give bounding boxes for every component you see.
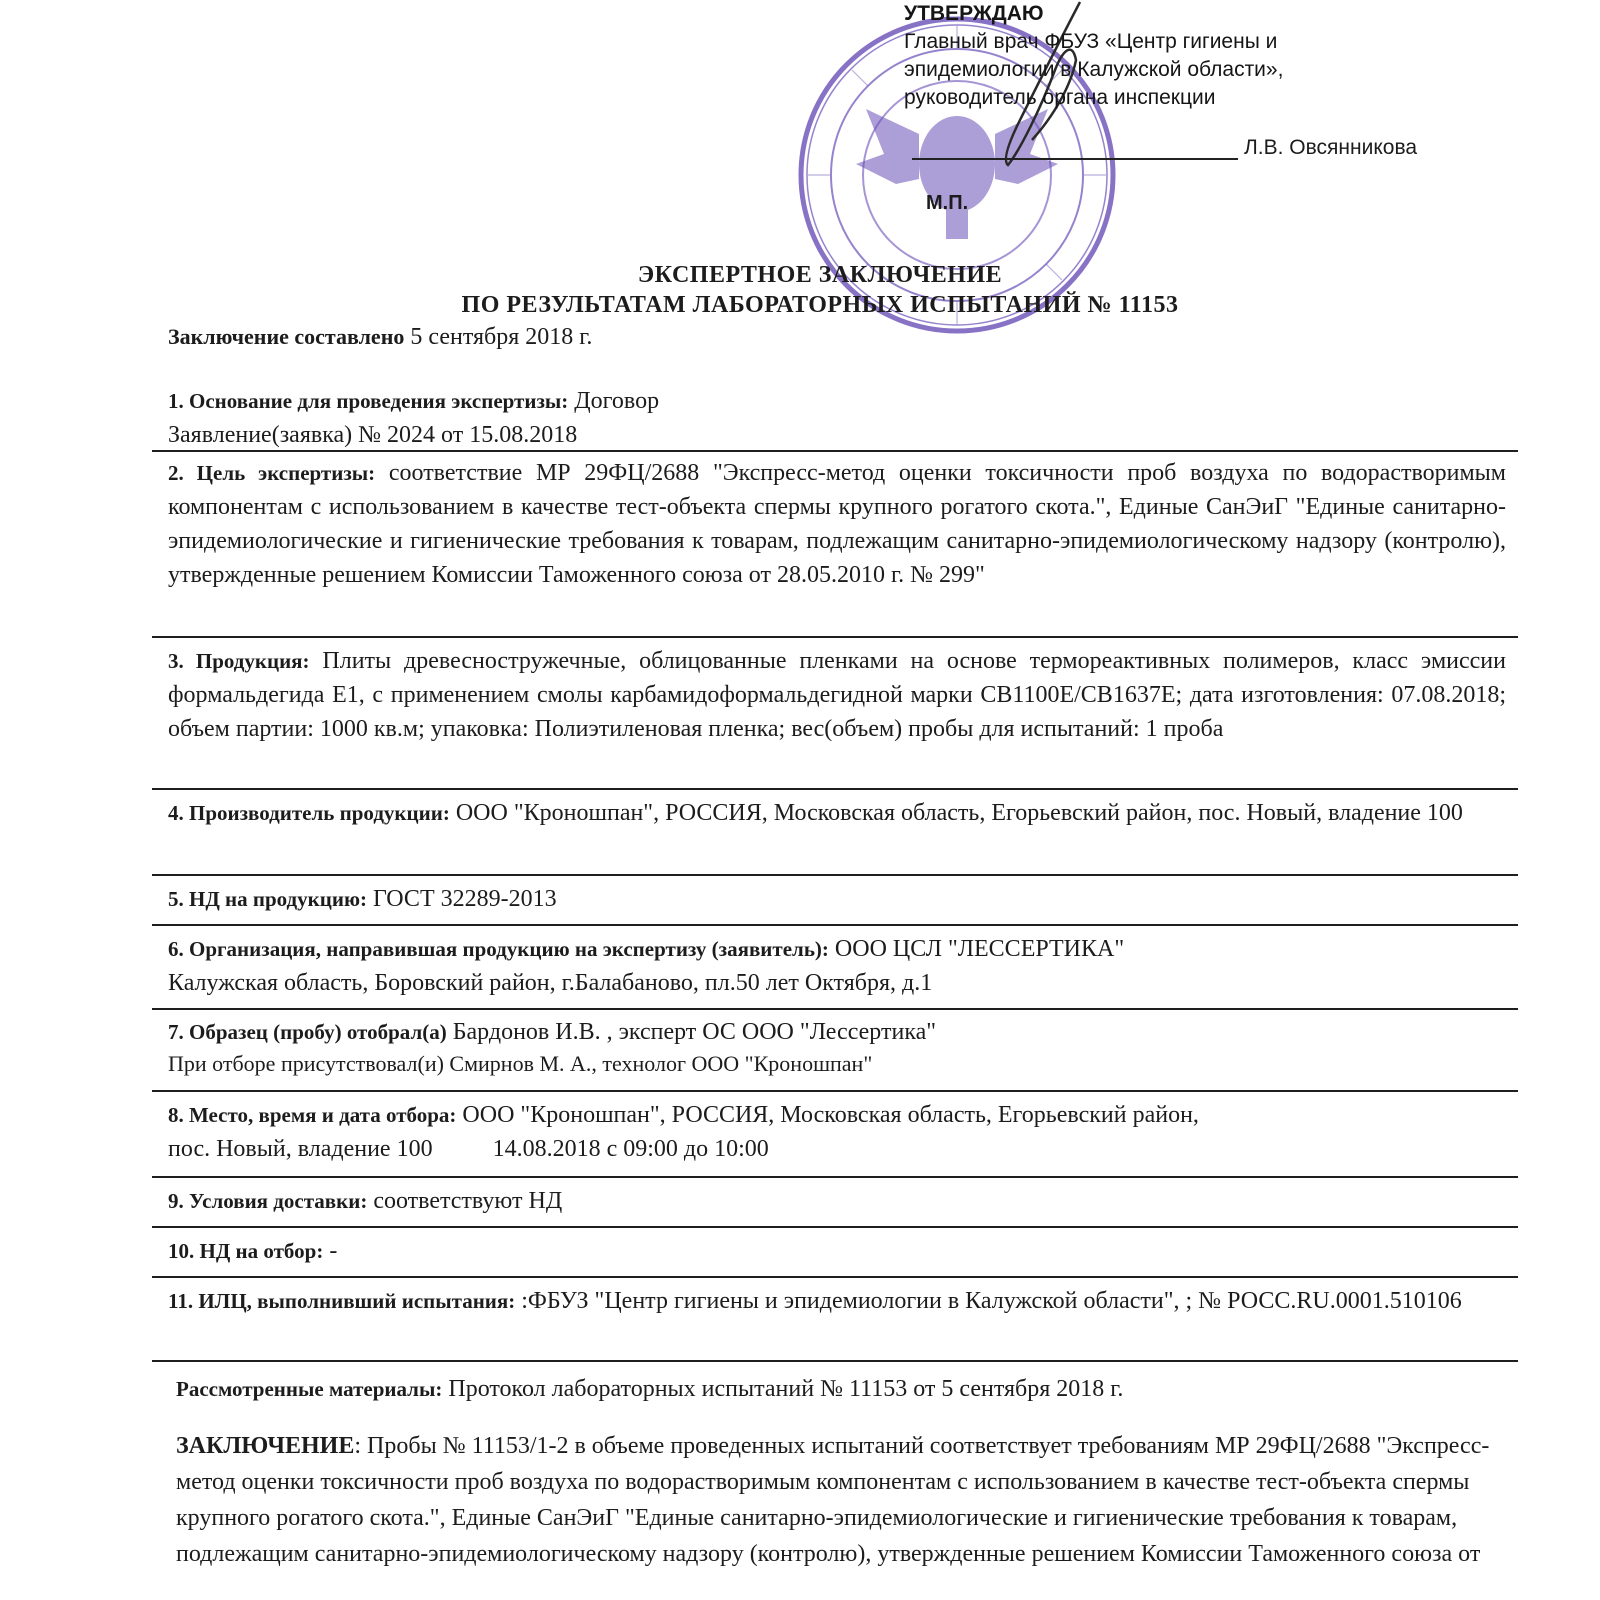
divider xyxy=(152,924,1518,926)
section-text: Протокол лабораторных испытаний № 11153 от 5 сентября 2018 г. xyxy=(442,1376,1124,1402)
section-text: - xyxy=(323,1238,338,1264)
section-text: ООО "Кроношпан", РОССИЯ, Московская область, Егорьевский район, xyxy=(456,1102,1199,1128)
divider xyxy=(152,1276,1518,1278)
section-label: Рассмотренные материалы: xyxy=(176,1377,443,1401)
section-text: Плиты древесностружечные, облицованные пленками на основе термореактивных полимеров, класс эмиссии формальдегида Е1, с применением смолы карбамидоформальдегидной марки СВ1100Е/СВ1637Е; дата изготовления: 07.08.2018; объем партии: 1000 кв.м; упаковка: Полиэтиленовая пленка; вес(объем) пробы для испытаний: 1 проба xyxy=(168,648,1506,742)
compiled-date xyxy=(168,324,592,351)
section-label: 9. Условия доставки: xyxy=(168,1189,368,1213)
section-text: соответствие МР 29ФЦ/2688 "Экспресс-метод оценки токсичности проб воздуха по водорастворимым компонентам с использованием в качестве тест-объекта спермы крупного рогатого скота.", Единые СанЭиГ "Единые санитарно-эпидемиологические и гигиенические требования к товарам, подлежащим санитарно-эпидемиологическому надзору (контролю), утвержденные решением Комиссии Таможенного союза от 28.05.2010 г. № 299" xyxy=(168,460,1506,588)
section-laboratory xyxy=(168,1284,1488,1318)
section-sampling-standard xyxy=(168,1234,1506,1268)
section-text: ООО ЦСЛ "ЛЕССЕРТИКА" xyxy=(828,936,1125,962)
section-sampling-place xyxy=(168,1098,1506,1166)
section-label: 1. Основание для проведения экспертизы: xyxy=(168,389,569,413)
section-line-2: пос. Новый, владение 100 14.08.2018 с 09:00 до 10:00 xyxy=(168,1136,769,1162)
divider xyxy=(152,1176,1518,1178)
approval-line-3: руководитель органа инспекции xyxy=(904,86,1216,109)
section-text: :ФБУЗ "Центр гигиены и эпидемиологии в Калужской области", ; № РОСС.RU.0001.510106 xyxy=(515,1288,1462,1314)
divider xyxy=(152,788,1518,790)
compiled-value: 5 сентября 2018 г. xyxy=(404,324,593,350)
section-line-2: Калужская область, Боровский район, г.Балабаново, пл.50 лет Октября, д.1 xyxy=(168,970,933,996)
signer-name: Л.В. Овсянникова xyxy=(1244,136,1418,159)
document-subtitle: ПО РЕЗУЛЬТАТАМ ЛАБОРАТОРНЫХ ИСПЫТАНИЙ № 11153 xyxy=(461,292,1179,318)
section-text: соответствуют НД xyxy=(367,1188,563,1214)
conclusion-label: ЗАКЛЮЧЕНИЕ xyxy=(176,1433,355,1459)
section-label: 4. Производитель продукции: xyxy=(168,801,450,825)
section-text: Договор xyxy=(568,388,660,414)
section-purpose xyxy=(168,456,1506,592)
stamp-place-label: М.П. xyxy=(926,192,969,214)
approval-line-2: эпидемиологии в Калужской области», xyxy=(904,58,1284,81)
section-label: 7. Образец (пробу) отобрал(а) xyxy=(168,1020,447,1044)
divider xyxy=(152,1360,1518,1362)
divider xyxy=(152,874,1518,876)
signature-line xyxy=(912,158,1238,160)
section-manufacturer xyxy=(168,796,1506,830)
divider xyxy=(152,450,1518,452)
section-label: 8. Место, время и дата отбора: xyxy=(168,1103,457,1127)
approval-line-1: Главный врач ФБУЗ «Центр гигиены и xyxy=(904,30,1278,53)
section-sampler xyxy=(168,1016,1506,1080)
section-text: ГОСТ 32289-2013 xyxy=(367,886,557,912)
document-title: ЭКСПЕРТНОЕ ЗАКЛЮЧЕНИЕ xyxy=(637,262,1003,288)
section-product-standard xyxy=(168,882,1506,916)
section-label: 10. НД на отбор: xyxy=(168,1239,324,1263)
divider xyxy=(152,1226,1518,1228)
section-line-2: При отборе присутствовал(и) Смирнов М. А., технолог ООО "Кроношпан" xyxy=(168,1051,873,1076)
section-label: 3. Продукция: xyxy=(168,649,310,673)
divider xyxy=(152,1008,1518,1010)
section-basis xyxy=(168,384,1506,452)
approval-heading: УТВЕРЖДАЮ xyxy=(904,2,1044,25)
section-reviewed xyxy=(176,1372,1514,1406)
compiled-label: Заключение составлено xyxy=(168,324,405,349)
section-product xyxy=(168,644,1506,746)
section-line-2: Заявление(заявка) № 2024 от 15.08.2018 xyxy=(168,422,578,448)
section-label: 2. Цель экспертизы: xyxy=(168,461,376,485)
section-delivery xyxy=(168,1184,1506,1218)
approval-block xyxy=(904,0,1464,112)
signature-row xyxy=(904,136,1464,166)
section-label: 6. Организация, направившая продукцию на экспертизу (заявитель): xyxy=(168,937,829,961)
divider xyxy=(152,1090,1518,1092)
conclusion-text: : Пробы № 11153/1-2 в объеме проведенных испытаний соответствует требованиям МР 29ФЦ/2688 "Экспресс-метод оценки токсичности проб воздуха по водорастворимым компонентам с использованием в качестве тест-объекта спермы крупного рогатого скота.", Единые СанЭиГ "Единые санитарно-эпидемиологические и гигиенические требования к товарам, подлежащим санитарно-эпидемиологическому надзору (контролю), утвержденные решением Комиссии Таможенного союза от xyxy=(176,1433,1490,1567)
section-applicant xyxy=(168,932,1506,1000)
section-text: Бардонов И.В. , эксперт ОС ООО "Лессертика" xyxy=(446,1019,937,1045)
section-label: 5. НД на продукцию: xyxy=(168,887,368,911)
section-label: 11. ИЛЦ, выполнивший испытания: xyxy=(168,1289,516,1313)
divider xyxy=(152,636,1518,638)
section-text: ООО "Кроношпан", РОССИЯ, Московская область, Егорьевский район, пос. Новый, владение 100 xyxy=(449,800,1463,826)
conclusion xyxy=(176,1428,1496,1572)
